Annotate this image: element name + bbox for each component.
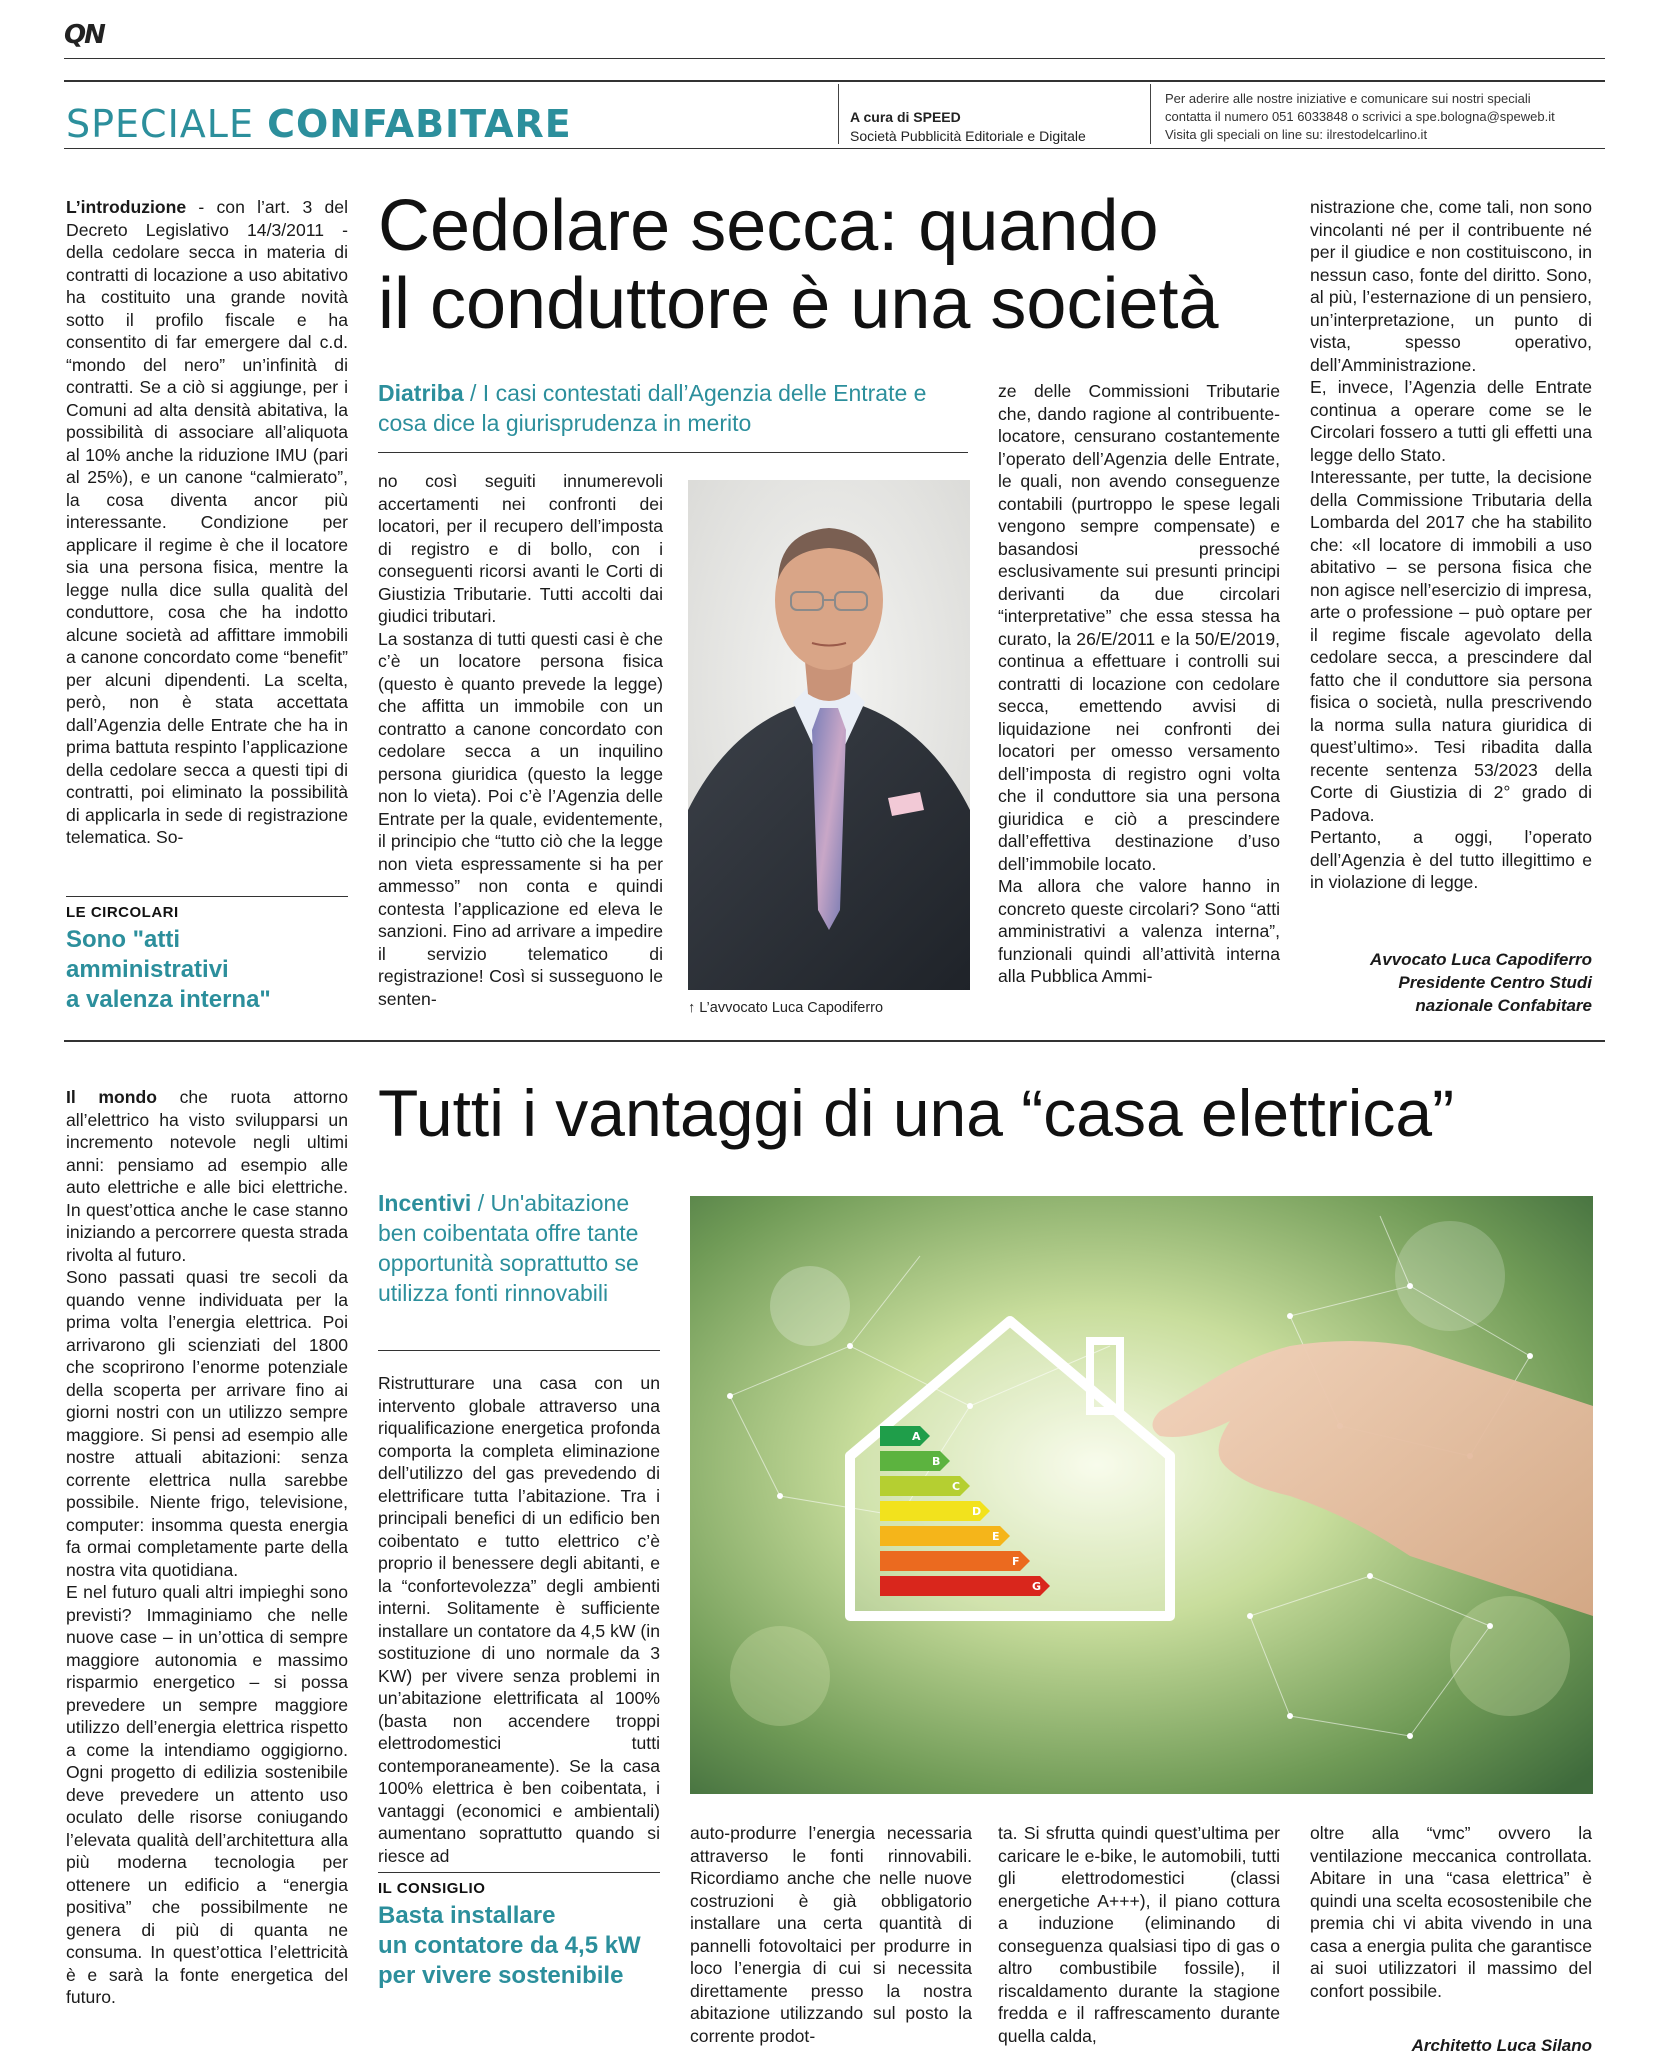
article1-headline-line-1: Cedolare secca: quando [378, 186, 1159, 266]
article2-lead-word: Il mondo [66, 1087, 157, 1107]
article1-col5-paragraph-2: E, invece, l’Agenzia delle Entrate continua a operare come se le Circolari fossero a tutti gli effetti una legge dello Stato. [1310, 377, 1592, 465]
energy-label-b: B [932, 1455, 941, 1468]
article1-signature-line-2: Presidente Centro Studi [1398, 973, 1592, 992]
article1-signature [1310, 948, 1592, 1017]
contact-line-3: Visita gli speciali on line su: ilrestodelcarlino.it [1165, 127, 1428, 142]
energy-label-f: F [1012, 1555, 1020, 1568]
article1-subtitle-kicker: Diatriba [378, 380, 464, 406]
article2-subtitle-kicker: Incentivi [378, 1190, 472, 1216]
speciale-label: SPECIALE [66, 102, 254, 146]
article1-column-4 [998, 380, 1280, 988]
article1-signature-line-3: nazionale Confabitare [1415, 996, 1592, 1015]
article1-signature-line-1: Avvocato Luca Capodiferro [1370, 950, 1592, 969]
publisher-credit-line [850, 108, 1086, 127]
article1-col5-paragraph-1: nistrazione che, come tali, non sono vincolanti né per il contribuente né per il giudice e non costituiscono, in nessun caso, fonte del diritto. Sono, al più, l’esternazione di un pensiero, un’interpretazione, un punto di vista, spesso operativo, dell’Amministrazione. [1310, 197, 1592, 375]
article2-col1-text: che ruota attorno all’elettrico ha visto svilupparsi un incremento notevole negli ultimi anni: pensiamo ad esempio alle auto elettriche e alle bici elettriche. In quest’ottica anche le case stanno iniziando a percorrere questa strada rivolta al futuro. [66, 1087, 348, 1265]
article2-col4-paragraph: ta. Si sfrutta quindi quest’ultima per caricare le e-bike, le automobili, tutti gli elettrodomestici (classi energetiche A+++), il piano cottura a induzione (eliminando di conseguenza qualsiasi tipo di gas o altro combustibile fossile), il riscaldamento durante la stagione fredda e il raffrescamento durante quella calda, [998, 1823, 1280, 2046]
header-divider-2 [1150, 84, 1151, 144]
energy-bar-a [880, 1426, 930, 1446]
header-bottom-rule [64, 148, 1605, 149]
article1-subtitle-rule [378, 452, 968, 453]
energy-label-a: A [912, 1430, 921, 1443]
article2-col1-paragraph-3: E nel futuro quali altri impieghi sono previsti? Immaginiamo che nelle nuove case – in un’ottica di sempre maggiore autonomia e massimo risparmio energetico – si possa prevedere un sempre maggiore utilizzo dell’energia elettrica rispetto a come la intendiamo oggigiorno. Ogni progetto di edilizia sostenibile deve prevedere un attento uso oculato delle risorse coniugando l’elevata qualità dell’architettura alla più moderna tecnologia per ottenere un edificio a “energia positiva” che possibilmente ne genera di più di quanta ne consuma. In quest’ottica l’elettricità è e sarà la fonte energetica del futuro. [66, 1582, 348, 2007]
article2-col5-paragraph: oltre alla “vmc” ovvero la ventilazione meccanica controllata. Abitare in una “casa elettrica” è quindi una scelta ecosostenibile che premia chi vi abita vivendo in una casa a energia pulita che garantisce ai suoi utilizzatori il massimo del confort possibile. [1310, 1823, 1592, 2001]
article1-col1-paragraph [66, 196, 348, 849]
contact-line-1: Per aderire alle nostre iniziative e comunicare sui nostri speciali [1165, 91, 1531, 106]
article2-col1-paragraph-1 [66, 1086, 348, 1266]
photo-caption-text: L’avvocato Luca Capodiferro [699, 1000, 884, 1016]
article2-col3-paragraph: auto-produrre l’energia necessaria attraverso le fonti rinnovabili. Ricordiamo anche che nelle nuove costruzioni è già obbligatorio installare una certa quantità di pannelli fotovoltaici per produrre in loco l’energia di cui si necessita direttamente presso la nostra abitazione utilizzando sul posto la corrente prodot- [690, 1823, 972, 2046]
article2-box-line-1: Basta installare [378, 1902, 556, 1929]
article1-box-kicker: LE CIRCOLARI [66, 904, 179, 921]
portrait-photo-image [688, 480, 970, 990]
header-divider-1 [838, 84, 839, 144]
article1-lead-word: L’introduzione [66, 197, 187, 217]
article2-box-line-2: un contatore da 4,5 kW [378, 1932, 641, 1959]
energy-bar-e [880, 1526, 1010, 1546]
article1-column-2 [378, 470, 663, 1010]
energy-house-image [690, 1196, 1593, 1794]
article1-subtitle [378, 378, 928, 438]
article2-subtitle-text: / Un'abitazione ben coibentata offre tante opportunità soprattutto se utilizza fonti rinnovabili [378, 1190, 639, 1306]
article2-subtitle [378, 1188, 668, 1308]
bokeh-dot [730, 1626, 830, 1726]
bokeh-dot [770, 1266, 850, 1346]
article2-column-3 [690, 1822, 972, 2047]
article1-col2-paragraph-2: La sostanza di tutti questi casi è che c’è un locatore persona fisica (questo è quanto prevede la legge) che affitta un immobile con un contratto a canone concordato con cedolare secca a un inquilino persona giuridica (questo la legge non lo vieta). Poi c’è l’Agenzia delle Entrate per la quale, evidentemente, il principio che “tutto ciò che la legge non vieta espressamente si ha per ammesso” non conta e quindi contesta l’applicazione ed eleva le sanzioni. Fino ad arrivare a impedire il servizio telematico di registrazione! Così si susseguono le senten- [378, 628, 663, 1009]
article2-box-line-3: per vivere sostenibile [378, 1962, 624, 1989]
energy-house-photo [690, 1196, 1593, 1794]
article2-signature: Architetto Luca Silano [1411, 2036, 1592, 2055]
energy-label-d: D [972, 1505, 982, 1518]
article2-sidebar-box [378, 1880, 660, 1991]
contact-info [1165, 90, 1555, 144]
contact-line-2: contatta il numero 051 6033848 o scrivici a spe.bologna@speweb.it [1165, 109, 1555, 124]
energy-bar-f [880, 1551, 1030, 1571]
energy-bar-g [880, 1576, 1050, 1596]
article1-col2-paragraph-1: no così seguiti innumerevoli accertamenti nei confronti dei locatori, per il recupero dell’imposta di registro e di bollo, con i conseguenti ricorsi avanti le Corti di Giustizia Tributarie. Tutti accolti dai giudici tributari. [378, 471, 663, 626]
article1-subtitle-text: / I casi contestati dall’Agenzia delle Entrate e cosa dice la giurisprudenza in merito [378, 380, 927, 436]
energy-label-e: E [992, 1530, 1000, 1543]
article-separator [64, 1040, 1605, 1042]
energy-label-g: G [1032, 1580, 1042, 1593]
article1-col5-paragraph-3: Interessante, per tutte, la decisione della Commissione Tributaria della Lombarda del 2017 che ha stabilito che: «Il locatore di immobili a uso abitativo – se persona fisica che non agisce nell’esercizio di impresa, arte o professione – può optare per il regime fiscale agevolato della cedolare secca, a prescindere dal fatto che il conduttore sia persona fisica o società, nulla prescrivendo la norma sulla natura giuridica di quest’ultimo». Tesi ribadita dalla recente sentenza 53/2023 della Corte di Giustizia di 2° grado di Padova. [1310, 467, 1592, 825]
article2-column-2 [378, 1372, 660, 1867]
article1-sidebar-box [66, 904, 348, 1015]
acura-name: SPEED [913, 109, 961, 125]
article1-box-headline [66, 925, 348, 1015]
article1-box-line-1: Sono "atti [66, 926, 181, 953]
article2-column-4 [998, 1822, 1280, 2047]
article2-column-5 [1310, 1822, 1592, 2002]
article1-box-line-2: amministrativi [66, 956, 229, 983]
portrait-photo [688, 480, 970, 990]
publisher-credit [850, 108, 1086, 146]
bokeh-dot [1395, 1221, 1505, 1331]
article2-col1-paragraph-2: Sono passati quasi tre secoli da quando venne individuata per la prima volta l’energia elettrica. Poi arrivarono gli scienziati del 1800 che scoprirono l’enorme potenziale della scoperta per arrivare fino ai giorni nostri con un utilizzo sempre maggiore. Si pensi ad esempio alle nostre attuali abitazioni: senza corrente elettrica nulla sarebbe possibile. Niente frigo, televisione, computer: insomma questa energia fa ormai completamente parte della nostra vita quotidiana. [66, 1267, 348, 1580]
article2-box-headline [378, 1901, 660, 1991]
article1-column-1 [66, 196, 348, 849]
article1-box-rule [66, 896, 348, 897]
article2-subtitle-rule [378, 1350, 660, 1351]
qn-logo: QN [64, 20, 104, 50]
article2-box-rule [378, 1872, 660, 1873]
article1-headline-line-2: il conduttore è una società [378, 263, 1219, 344]
article1-column-5 [1310, 196, 1592, 894]
article2-box-kicker: IL CONSIGLIO [378, 1880, 486, 1897]
section-name: CONFABITARE [267, 102, 572, 146]
article1-headline [378, 188, 1219, 344]
article2-col2-paragraph: Ristrutturare una casa con un intervento globale attraverso una riqualificazione energetica profonda comporta la completa eliminazione dell’utilizzo del gas prevedendo di elettrificare tutta l’abitazione. Tra i principali benefici di un edificio ben coibentato e tutto elettrico c’è proprio il benessere degli abitanti, e la “confortevolezza” degli ambienti interni. Solitamente è sufficiente installare un contatore da 4,5 kW (in sostituzione di uno normale da 3 KW) per vivere senza problemi in un’abitazione elettrificata al 100% (basta non accendere troppi elettrodomestici tutti contemporaneamente). Se la casa 100% elettrica è ben coibentata, i vantaggi (economici e ambientali) aumentano soprattutto quando si riesce ad [378, 1373, 660, 1866]
article1-col4-paragraph-1: ze delle Commissioni Tributarie che, dando ragione al contribuente-locatore, censurano costantemente l’operato dell’Agenzia delle Entrate, le quali, non avendo conseguenze contabili (purtroppo le spese legali vengono sempre compensate) e basandosi pressoché esclusivamente sui presunti principi derivanti da due circolari “interpretative” che essa stessa ha curato, la 26/E/2011 e la 50/E/2019, continua a effettuare i controlli sui contratti di locazione con cedolare secca, emettendo avvisi di liquidazione nei confronti dei locatori per omesso versamento dell’imposta di registro ogni volta che il conduttore sia una persona giuridica e ciò a prescindere dall’effettiva destinazione d’uso dell’immobile locato. [998, 381, 1280, 874]
acura-sub: Società Pubblicità Editoriale e Digitale [850, 128, 1086, 144]
section-title [66, 102, 572, 146]
article2-column-1 [66, 1086, 348, 2009]
article2-headline: Tutti i vantaggi di una “casa elettrica” [378, 1076, 1455, 1150]
header-top-rule [64, 80, 1605, 82]
article1-col4-paragraph-2: Ma allora che valore hanno in concreto queste circolari? Sono “atti amministrativi a valenza interna”, funzionali quindi all’attività interna alla Pubblica Ammi- [998, 876, 1280, 986]
caption-arrow-icon: ↑ [688, 1000, 700, 1016]
top-rule [64, 58, 1605, 59]
acura-prefix: A cura di [850, 109, 914, 125]
energy-label-c: C [952, 1480, 961, 1493]
photo-caption [688, 1000, 970, 1016]
article1-col5-paragraph-4: Pertanto, a oggi, l’operato dell’Agenzia è del tutto illegittimo e in violazione di legge. [1310, 827, 1592, 892]
article1-col1-text: - con l’art. 3 del Decreto Legislativo 14/3/2011 - della cedolare secca in materia di contratti di locazione a uso abitativo ha costituito una grande novità sotto il profilo fiscale e ha consentito di far emergere dal c.d. “mondo del nero” un’infinità di contratti. Se a ciò si aggiunge, per i Comuni ad alta densità abitativa, la possibilità di associare all’aliquota al 10% anche la riduzione IMU (pari al 25%), e un canone “calmierato”, la cosa diventa ancor più interessante. Condizione per applicare il regime è che il locatore sia una persona fisica, mentre la legge nulla dice sulla qualità del conduttore, cosa che ha indotto alcune società ad affittare immobili a canone concordato come “benefit” per alcuni dipendenti. La scelta, però, non è stata accettata dall’Agenzia delle Entrate che ha in prima battuta respinto l’applicazione della cedolare secca a questi tipi di contratti, poi eliminato la possibilità di applicarla in sede di registrazione telematica. So- [66, 197, 348, 847]
article1-box-line-3: a valenza interna" [66, 986, 271, 1013]
